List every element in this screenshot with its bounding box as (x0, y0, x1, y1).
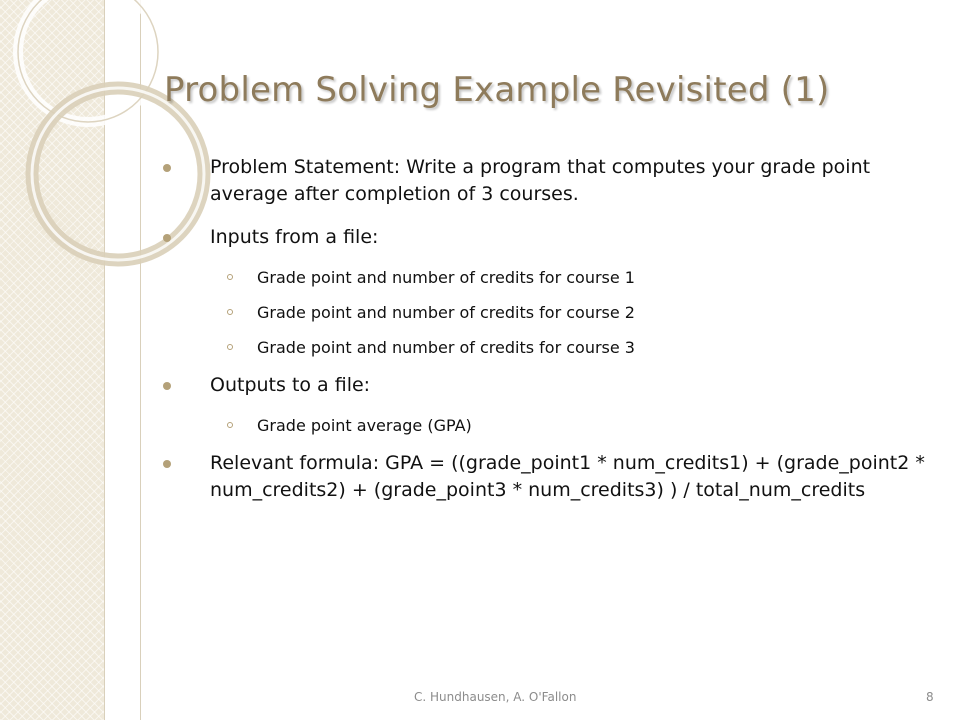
slide-content (160, 154, 930, 520)
sub-bullet-ring-icon (227, 274, 233, 280)
bullet-text: Relevant formula: GPA = ((grade_point1 * num_credits1) + (grade_point2 * num_credits2) + (grade_point3 * num_credits3) ) / total_num_credits (210, 452, 925, 501)
bullet-text: Problem Statement: Write a program that computes your grade point average after completion of 3 courses. (210, 156, 871, 205)
bullet-outputs (160, 372, 930, 399)
sub-bullet-input-course-1 (160, 267, 930, 289)
bullet-dot-icon (163, 234, 171, 242)
decorative-circle (18, 0, 158, 122)
bullet-text: Outputs to a file: (210, 374, 371, 396)
sub-bullet-ring-icon (227, 344, 233, 350)
sub-bullet-ring-icon (227, 309, 233, 315)
sub-bullet-text: Grade point and number of credits for course 1 (257, 268, 635, 287)
sub-bullet-output-gpa (160, 415, 930, 437)
bullet-relevant-formula (160, 450, 930, 504)
bullet-problem-statement (160, 154, 930, 208)
bullet-dot-icon (163, 460, 171, 468)
slide-title: Problem Solving Example Revisited (1) (164, 70, 830, 110)
bullet-dot-icon (163, 164, 171, 172)
bullet-dot-icon (163, 382, 171, 390)
sub-bullet-text: Grade point and number of credits for course 3 (257, 338, 635, 357)
sub-bullet-ring-icon (227, 422, 233, 428)
page-number: 8 (926, 690, 934, 704)
bullet-text: Inputs from a file: (210, 226, 379, 248)
sub-bullet-input-course-2 (160, 302, 930, 324)
sub-bullet-text: Grade point average (GPA) (257, 416, 472, 435)
footer-author: C. Hundhausen, A. O'Fallon (414, 690, 577, 704)
bullet-inputs (160, 224, 930, 251)
sub-bullet-input-course-3 (160, 337, 930, 359)
sub-bullet-text: Grade point and number of credits for course 2 (257, 303, 635, 322)
